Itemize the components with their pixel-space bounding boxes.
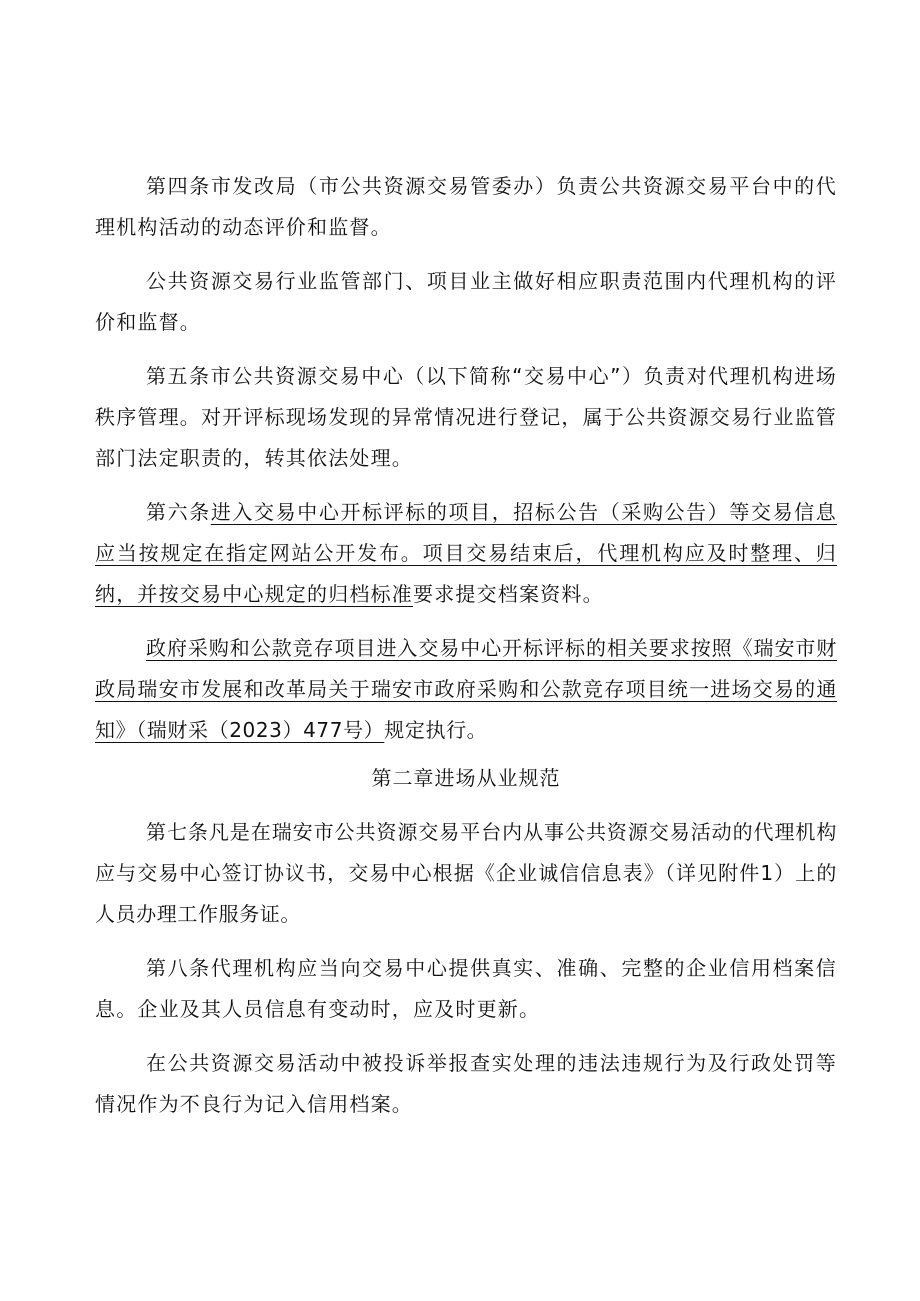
article-6-sub-suffix: 规定执行。 xyxy=(384,718,488,742)
article-4: 第四条市发改局（市公共资源交易管委办）负责公共资源交易平台中的代理机构活动的动态评价和监督。 xyxy=(95,174,837,239)
article-6-suffix: 要求提交档案资料。 xyxy=(413,582,604,606)
article-8-sub: 在公共资源交易活动中被投诉举报查实处理的违法违规行为及行政处罚等情况作为不良行为记入信用档案。 xyxy=(95,1051,837,1116)
article-8: 第八条代理机构应当向交易中心提供真实、准确、完整的企业信用档案信息。企业及其人员信息有变动时，应及时更新。 xyxy=(95,956,837,1021)
chapter-2-heading: 第二章进场从业规范 xyxy=(371,766,561,790)
article-5: 第五条市公共资源交易中心（以下简称“交易中心”）负责对代理机构进场秩序管理。对开评标现场发现的异常情况进行登记，属于公共资源交易行业监管部门法定职责的，转其依法处理。 xyxy=(95,364,837,470)
article-6-prefix: 第六条 xyxy=(146,500,211,524)
article-6-underlined-text: 进入交易中心开标评标的项目，招标公告（采购公告）等交易信息应当按规定在指定网站公开发布。项目交易结束后，代理机构应及时整理、归纳，并按交易中心规定的归档标准 xyxy=(95,500,837,606)
article-4-sub: 公共资源交易行业监管部门、项目业主做好相应职责范围内代理机构的评价和监督。 xyxy=(95,269,837,334)
article-6-sub-underlined-text: 政府采购和公款竞存项目进入交易中心开标评标的相关要求按照《瑞安市财政局瑞安市发展和改革局关于瑞安市政府采购和公款竞存项目统一进场交易的通知》（瑞财采（2023）477号） xyxy=(95,636,837,742)
document-body xyxy=(95,166,837,1138)
article-7: 第七条凡是在瑞安市公共资源交易平台内从事公共资源交易活动的代理机构应与交易中心签订协议书，交易中心根据《企业诚信信息表》（详见附件1）上的人员办理工作服务证。 xyxy=(95,820,837,926)
article-6 xyxy=(95,492,837,615)
article-6-sub xyxy=(95,628,837,751)
